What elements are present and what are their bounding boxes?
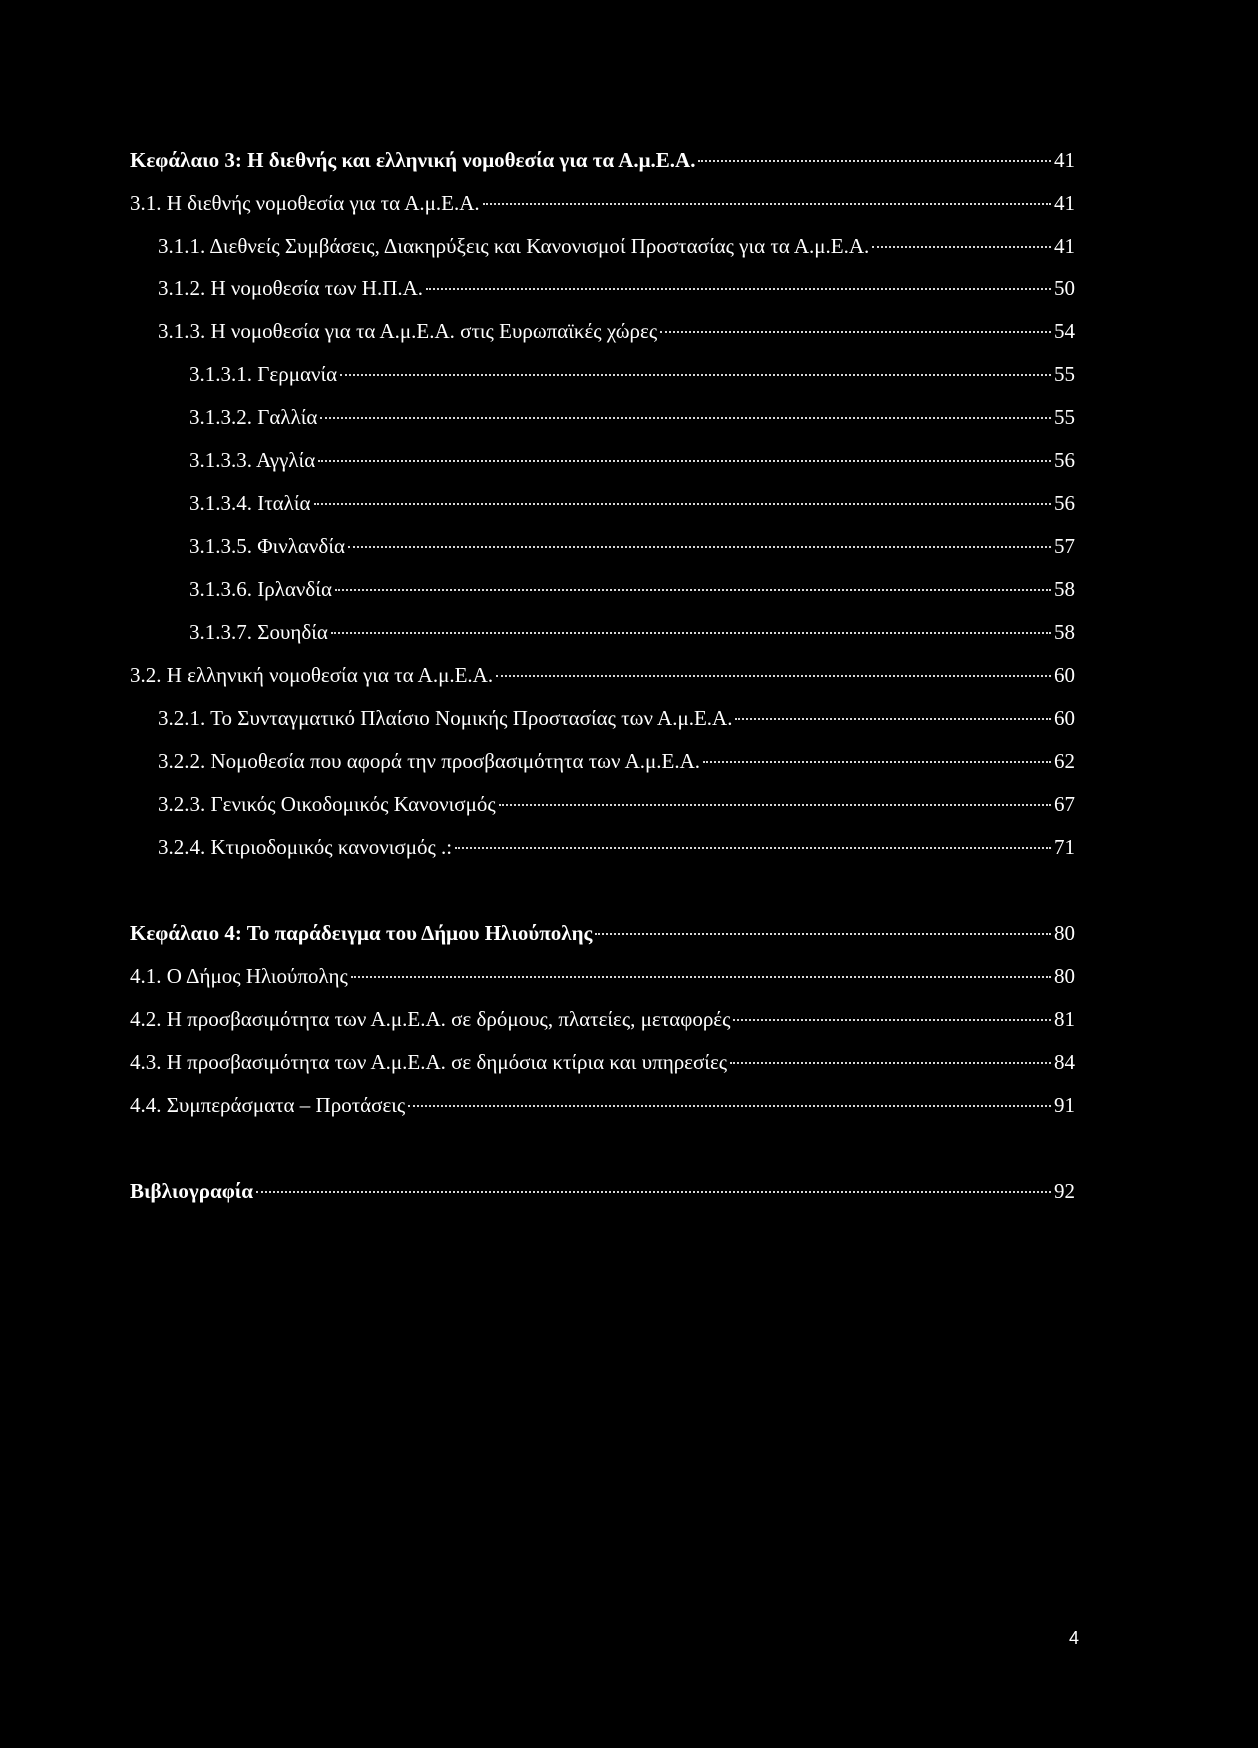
toc-entry-text: Κεφάλαιο 3: Η διεθνής και ελληνική νομοθεσία για τα Α.μ.Ε.Α. [130,148,696,172]
toc-entry-3-1-3-3[interactable] [189,446,1075,474]
toc-entry-page: 58 [1054,577,1075,601]
dot-leader [331,630,1051,634]
dot-leader [335,587,1051,591]
toc-entry-page: 81 [1054,1007,1075,1031]
toc-entry-3-2-1[interactable] [158,704,1075,732]
toc-entry-page: 56 [1054,448,1075,472]
dot-leader [408,1103,1051,1107]
toc-entry-text: 4.1. Ο Δήμος Ηλιούπολης [130,964,348,988]
toc-entry-3-1-3-2[interactable] [189,403,1075,431]
toc-entry-page: 50 [1054,276,1075,300]
toc-entry-3-1-2[interactable] [158,274,1075,302]
toc-entry-page: 58 [1054,620,1075,644]
toc-entry-3-1-1[interactable] [158,232,1075,260]
toc-entry-3-1-3-4[interactable] [189,489,1075,517]
toc-entry-page: 80 [1054,964,1075,988]
toc-entry-text: 3.2.1. Το Συνταγματικό Πλαίσιο Νομικής Προστασίας των Α.μ.Ε.Α. [158,706,733,730]
toc-entry-page: 71 [1054,835,1075,859]
toc-entry-3-1-3[interactable] [158,317,1075,345]
toc-entry-page: 41 [1054,191,1075,215]
dot-leader [872,244,1051,248]
toc-entry-text: 3.1. Η διεθνής νομοθεσία για τα Α.μ.Ε.Α. [130,191,480,215]
toc-entry-4-3[interactable] [130,1048,1075,1076]
toc-entry-page: 91 [1054,1093,1075,1117]
toc-entry-text: 3.1.3. Η νομοθεσία για τα Α.μ.Ε.Α. στις Ευρωπαϊκές χώρες [158,319,658,343]
toc-entry-3-1-3-7[interactable] [189,618,1075,646]
dot-leader [348,544,1051,548]
toc-entry-text: Κεφάλαιο 4: Το παράδειγμα του Δήμου Ηλιούπολης [130,921,593,945]
toc-entry-page: 92 [1054,1179,1075,1203]
toc-entry-page: 41 [1054,234,1075,258]
toc-entry-page: 54 [1054,319,1075,343]
dot-leader [256,1189,1051,1193]
toc-entry-text: 3.1.3.1. Γερμανία [189,362,338,386]
toc-entry-bibliography[interactable] [130,1177,1075,1205]
dot-leader [660,329,1051,333]
toc-entry-text: 3.1.3.6. Ιρλανδία [189,577,332,601]
toc-entry-text: 3.1.3.3. Αγγλία [189,448,316,472]
toc-entry-page: 67 [1054,792,1075,816]
toc-entry-text: 3.2. Η ελληνική νομοθεσία για τα Α.μ.Ε.Α. [130,663,494,687]
toc-entry-4-1[interactable] [130,962,1075,990]
dot-leader [499,802,1051,806]
toc-entry-4-4[interactable] [130,1091,1075,1119]
toc-entry-page: 80 [1054,921,1075,945]
toc-entry-text: 4.2. Η προσβασιμότητα των Α.μ.Ε.Α. σε δρόμους, πλατείες, μεταφορές [130,1007,731,1031]
toc-entry-page: 41 [1054,148,1075,172]
toc-entry-text: 3.2.2. Νομοθεσία που αφορά την προσβασιμότητα των Α.μ.Ε.Α. [158,749,700,773]
toc-entry-page: 55 [1054,362,1075,386]
page-number: 4 [1069,1628,1080,1648]
toc-entry-3-2[interactable] [130,661,1075,689]
dot-leader [698,158,1051,162]
toc-entry-page: 60 [1054,706,1075,730]
dot-leader [320,415,1051,419]
toc-entry-chapter-4[interactable] [130,919,1075,947]
dot-leader [595,931,1051,935]
dot-leader [318,458,1051,462]
dot-leader [735,716,1051,720]
dot-leader [340,372,1051,376]
toc-entry-3-2-3[interactable] [158,790,1075,818]
toc-entry-page: 60 [1054,663,1075,687]
dot-leader [455,845,1051,849]
toc-entry-3-2-4[interactable] [158,833,1075,861]
toc-entry-page: 56 [1054,491,1075,515]
toc-entry-text: 3.1.3.7. Σουηδία [189,620,328,644]
toc-entry-page: 84 [1054,1050,1075,1074]
toc-entry-text: 3.2.4. Κτιριοδομικός κανονισμός .: [158,835,453,859]
toc-entry-3-1-3-6[interactable] [189,575,1075,603]
dot-leader [351,974,1051,978]
toc-entry-3-1[interactable] [130,189,1075,217]
toc-entry-text: 3.2.3. Γενικός Οικοδομικός Κανονισμός [158,792,496,816]
toc-entry-chapter-3[interactable] [130,146,1075,174]
toc-entry-text: 3.1.1. Διεθνείς Συμβάσεις, Διακηρύξεις και Κανονισμοί Προστασίας για τα Α.μ.Ε.Α. [158,234,870,258]
toc-entry-3-2-2[interactable] [158,747,1075,775]
toc-entry-3-1-3-1[interactable] [189,360,1075,388]
dot-leader [730,1060,1051,1064]
toc-entry-text: 3.1.3.4. Ιταλία [189,491,311,515]
toc-entry-text: 3.1.2. Η νομοθεσία των Η.Π.Α. [158,276,424,300]
dot-leader [314,501,1051,505]
toc-entry-text: Βιβλιογραφία [130,1179,254,1203]
dot-leader [483,201,1051,205]
toc-entry-text: 4.3. Η προσβασιμότητα των Α.μ.Ε.Α. σε δημόσια κτίρια και υπηρεσίες [130,1050,728,1074]
toc-entry-page: 55 [1054,405,1075,429]
toc-entry-text: 3.1.3.5. Φινλανδία [189,534,345,558]
toc-entry-page: 57 [1054,534,1075,558]
toc-entry-4-2[interactable] [130,1005,1075,1033]
dot-leader [496,673,1051,677]
toc-entry-3-1-3-5[interactable] [189,532,1075,560]
toc-entry-text: 4.4. Συμπεράσματα – Προτάσεις [130,1093,406,1117]
dot-leader [703,759,1051,763]
toc-entry-text: 3.1.3.2. Γαλλία [189,405,318,429]
toc-entry-page: 62 [1054,749,1075,773]
dot-leader [733,1017,1051,1021]
dot-leader [426,286,1051,290]
